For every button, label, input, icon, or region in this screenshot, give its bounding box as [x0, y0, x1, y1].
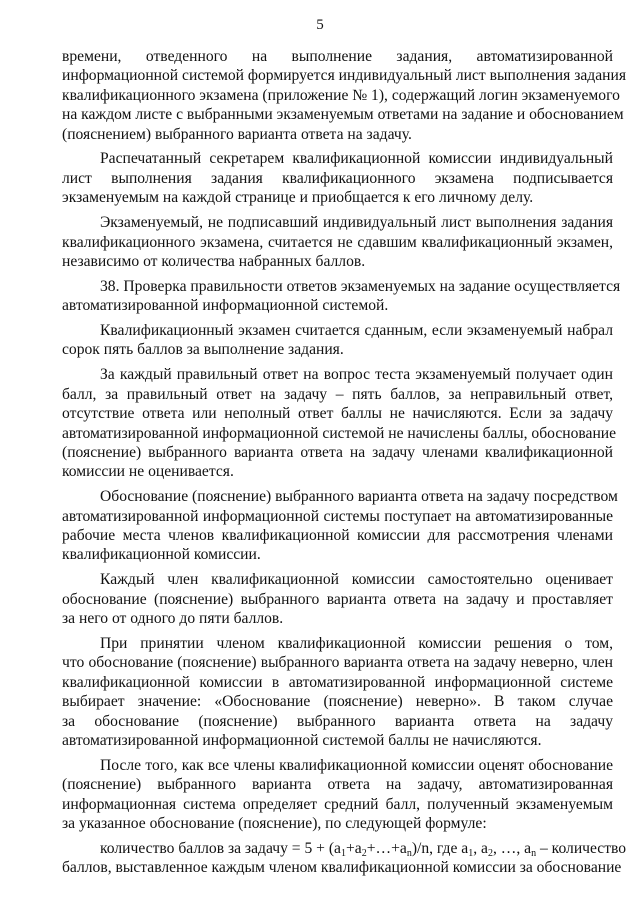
text-line: Каждый член квалификационной комиссии самостоятельно оценивает [100, 571, 613, 589]
text-line: квалификационного экзамена (приложение № 1), содержащий логин экзаменуемого [62, 86, 620, 104]
text-line: лист выполнения задания квалификационного экзамена подписывается [62, 169, 613, 187]
paragraph [62, 47, 627, 144]
text-line: за указанное обоснование (пояснение), по следующей формуле: [62, 814, 487, 832]
text-line: экзаменуемым на каждой странице и приобщается к его личному делу. [62, 189, 534, 207]
paragraph [62, 321, 613, 360]
text-line: При принятии членом квалификационной комиссии решения о том, [100, 634, 613, 652]
text-line: баллов, выставленное каждым членом квалификационной комиссии за обоснование [62, 859, 622, 877]
paragraph [62, 213, 613, 271]
text-line: 38. Проверка правильности ответов экзаменуемых на задание осуществляется [100, 277, 621, 295]
paragraph [62, 277, 621, 316]
text-line: рабочие места членов квалификационной комиссии для рассмотрения членами [62, 526, 613, 544]
subscript: 2 [361, 847, 367, 859]
text-line: (пояснение) выбранного варианта ответа на задачу членами квалификационной [62, 443, 613, 461]
formula-text: )/n, где a [411, 839, 469, 857]
text-line: квалификационного экзамена, считается не сдавшим квалификационный экзамен, [62, 233, 613, 251]
subscript: 1 [340, 847, 346, 859]
subscript: 1 [468, 847, 474, 859]
text-line: за него от одного до пяти баллов. [62, 610, 284, 628]
text-line: За каждый правильный ответ на вопрос теста экзаменуемый получает один [100, 366, 613, 384]
formula-text: +…+a [366, 839, 407, 857]
formula-text: , a [473, 839, 488, 857]
text-line: Обоснование (пояснение) выбранного варианта ответа на задачу посредством [100, 488, 618, 506]
formula-text: +a [345, 839, 362, 857]
text-line: Квалификационный экзамен считается сданным, если экзаменуемый набрал [100, 322, 613, 340]
text-line: обоснование (пояснение) выбранного варианта ответа на задачу и проставляет [62, 590, 613, 608]
subscript: n [531, 847, 537, 859]
paragraph [62, 756, 613, 834]
paragraph [62, 634, 613, 750]
text-line: выбирает значение: «Обоснование (пояснение) неверно». В таком случае [62, 693, 613, 711]
text-line: Экзаменуемый, не подписавший индивидуальный лист выполнения задания [100, 214, 613, 232]
text-line: информационная система определяет средний балл, полученный экзаменуемым [62, 795, 613, 813]
subscript: n [406, 847, 412, 859]
text-line: После того, как все члены квалификационной комиссии оценят обоснование [100, 756, 613, 774]
text-line: на каждом листе с выбранными экзаменуемым ответами на задание и обоснованием [62, 106, 624, 124]
text-line: отсутствие ответа или неполный ответ баллы не начисляются. Если за задачу [62, 405, 613, 423]
text-line: балл, за правильный ответ на задачу – пять баллов, за неправильный ответ, [62, 385, 613, 403]
document-body [62, 47, 627, 883]
text-line: за обоснование (пояснение) выбранного варианта ответа на задачу [62, 712, 613, 730]
formula-text: – количество [536, 839, 627, 857]
text-line: (пояснением) выбранного варианта ответа на задачу. [62, 125, 412, 143]
paragraph [62, 487, 618, 565]
paragraph [62, 365, 617, 481]
text-line: автоматизированной информационной системой не начислены баллы, обоснование [62, 424, 617, 442]
paragraph [62, 570, 613, 628]
paragraph [62, 839, 627, 878]
subscript: 2 [487, 847, 493, 859]
text-line: комиссии не оценивается. [62, 463, 234, 481]
text-line: (пояснение) выбранного варианта ответа на задачу, автоматизированная [62, 776, 613, 794]
paragraph [62, 149, 613, 207]
page-number: 5 [316, 17, 324, 33]
text-line: информационной системой формируется индивидуальный лист выполнения задания [62, 67, 627, 85]
text-line: Распечатанный секретарем квалификационной комиссии индивидуальный [100, 150, 613, 168]
text-line: времени, отведенного на выполнение задания, автоматизированной [62, 48, 613, 65]
formula-text: количество баллов за задачу = 5 + (a [100, 839, 341, 857]
text-line: квалификационной комиссии. [62, 546, 261, 564]
text-line: независимо от количества набранных баллов. [62, 252, 366, 270]
formula-text: , …, a [492, 839, 532, 857]
text-line: сорок пять баллов за выполнение задания. [62, 341, 344, 359]
text-line: квалификационной комиссии в автоматизированной информационной системе [62, 673, 613, 691]
text-line: автоматизированной информационной системой. [62, 297, 389, 315]
text-line: автоматизированной информационной системой баллы не начисляются. [62, 731, 542, 749]
text-line: автоматизированной информационной системы поступает на автоматизированные [62, 507, 613, 525]
text-line: что обоснование (пояснение) выбранного варианта ответа на задачу неверно, член [62, 654, 613, 672]
text-line [62, 839, 627, 859]
